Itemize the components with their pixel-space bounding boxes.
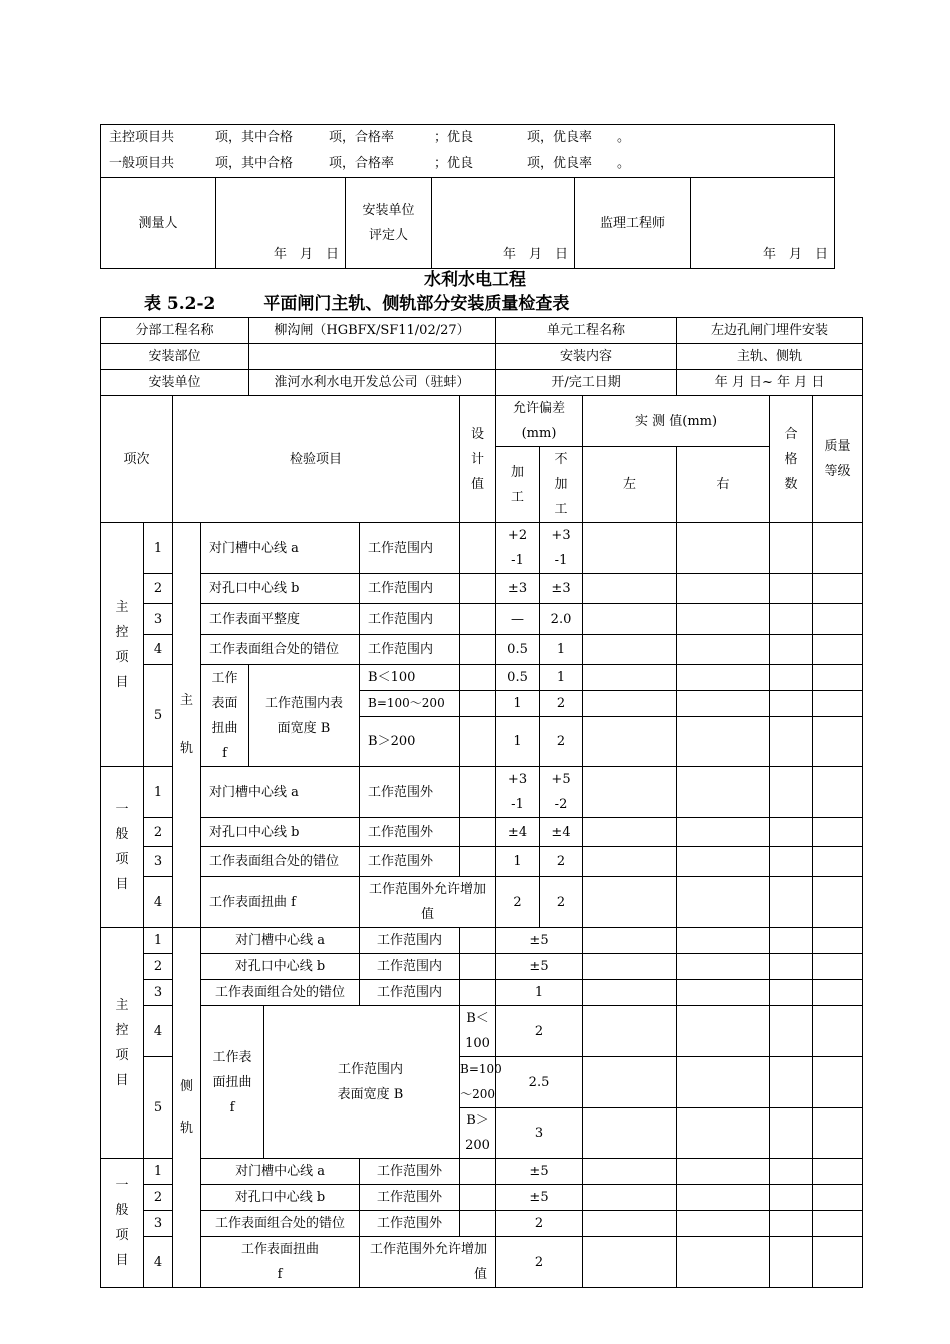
group-main-control: 主 控 项 目	[101, 523, 144, 767]
header-item-no: 项次	[101, 396, 173, 523]
table-row: 一 般 项 目 1 对门槽中心线 a 工作范围外 +3 -1 +5 -2	[101, 767, 863, 818]
group-side-main-control: 主 控 项 目	[101, 928, 144, 1159]
doc-title: 水利水电工程	[424, 270, 526, 290]
header-inspect-item: 检验项目	[173, 396, 460, 523]
header-measured: 实 测 值(mm)	[583, 396, 770, 447]
summary-table	[100, 124, 835, 269]
group-main-rail: 主 轨	[173, 523, 201, 928]
header-tolerance: 允许偏差 (mm)	[496, 396, 583, 447]
group-general: 一 般 项 目	[101, 767, 144, 928]
location-label: 安装部位	[101, 344, 249, 370]
table-row: 2 对孔口中心线 b 工作范围外 ±5	[101, 1185, 863, 1211]
header-right: 右	[677, 447, 770, 523]
measurer-sign-cell: 年 月 日	[216, 178, 346, 269]
supervisor-label: 监理工程师	[575, 178, 691, 269]
header-unmachined: 不 加 工	[540, 447, 583, 523]
installer-sign-cell: 年 月 日	[432, 178, 575, 269]
table-row: B=100～200 1 2	[101, 691, 863, 717]
header-pass-count: 合 格 数	[770, 396, 813, 523]
location-value	[249, 344, 496, 370]
table-row: 3 工作表面平整度 工作范围内 — 2.0	[101, 604, 863, 635]
table-row: 4 工作表面扭曲 f 工作范围外允许增加值 2	[101, 1237, 863, 1288]
period-value: 年 月 日~ 年 月 日	[677, 370, 863, 396]
table-row: 4 工作表面组合处的错位 工作范围内 0.5 1	[101, 635, 863, 665]
content-label: 安装内容	[496, 344, 677, 370]
period-label: 开/完工日期	[496, 370, 677, 396]
table-row: 2 对孔口中心线 b 工作范围外 ±4 ±4	[101, 818, 863, 847]
unit-project-label: 单元工程名称	[496, 318, 677, 344]
table-row: 3 工作表面组合处的错位 工作范围内 1	[101, 980, 863, 1006]
summary-lines	[101, 125, 835, 178]
table-row: 4 工作表 面扭曲 f 工作范围内 表面宽度 B B＜100 2	[101, 1006, 863, 1057]
table-row: 3 工作表面组合处的错位 工作范围外 2	[101, 1211, 863, 1237]
header-grade: 质量 等级	[813, 396, 863, 523]
general-item-summary: 一般项目共 项，其中合格 项，合格率 ；优良 项，优良率 。	[109, 156, 631, 171]
table-row: B＞200 3	[101, 1108, 863, 1159]
table-row: 3 工作表面组合处的错位 工作范围外 1 2	[101, 847, 863, 877]
unit-project-value: 左边孔闸门埋件安装	[677, 318, 863, 344]
inspection-table	[100, 317, 863, 1288]
table-row: 一 般 项 目 1 对门槽中心线 a 工作范围外 ±5	[101, 1159, 863, 1185]
content-value: 主轨、侧轨	[677, 344, 863, 370]
header-design-value: 设 计 值	[460, 396, 496, 523]
supervisor-sign-cell: 年 月 日	[691, 178, 835, 269]
group-side-rail: 侧 轨	[173, 928, 201, 1288]
company-value: 淮河水利水电开发总公司（驻蚌）	[249, 370, 496, 396]
table-row: 主 控 项 目 1 主 轨 对门槽中心线 a 工作范围内 +2 -1 +3 -1	[101, 523, 863, 574]
table-row: 4 工作表面扭曲 f 工作范围外允许增加 值 2 2	[101, 877, 863, 928]
table-row: 2 对孔口中心线 b 工作范围内 ±5	[101, 954, 863, 980]
table-row: B＞200 1 2	[101, 717, 863, 767]
group-side-general: 一 般 项 目	[101, 1159, 144, 1288]
table-row: 主 控 项 目 1 侧 轨 对门槽中心线 a 工作范围内 ±5	[101, 928, 863, 954]
header-left: 左	[583, 447, 677, 523]
installer-label: 安装单位 评定人	[346, 178, 432, 269]
table-title: 表 5.2-2 平面闸门主轨、侧轨部分安装质量检查表	[144, 294, 570, 314]
table-row: 5 B=100～200 2.5	[101, 1057, 863, 1108]
table-row: 5 工作 表面 扭曲 f 工作范围内表 面宽度 B B＜100 0.5 1	[101, 665, 863, 691]
table-row: 2 对孔口中心线 b 工作范围内 ±3 ±3	[101, 574, 863, 604]
header-machined: 加 工	[496, 447, 540, 523]
measurer-label: 测量人	[101, 178, 216, 269]
sub-project-value: 柳沟闸（HGBFX/SF11/02/27）	[249, 318, 496, 344]
company-label: 安装单位	[101, 370, 249, 396]
main-item-summary: 主控项目共 项，其中合格 项，合格率 ；优良 项，优良率 。	[109, 130, 631, 145]
sub-project-label: 分部工程名称	[101, 318, 249, 344]
